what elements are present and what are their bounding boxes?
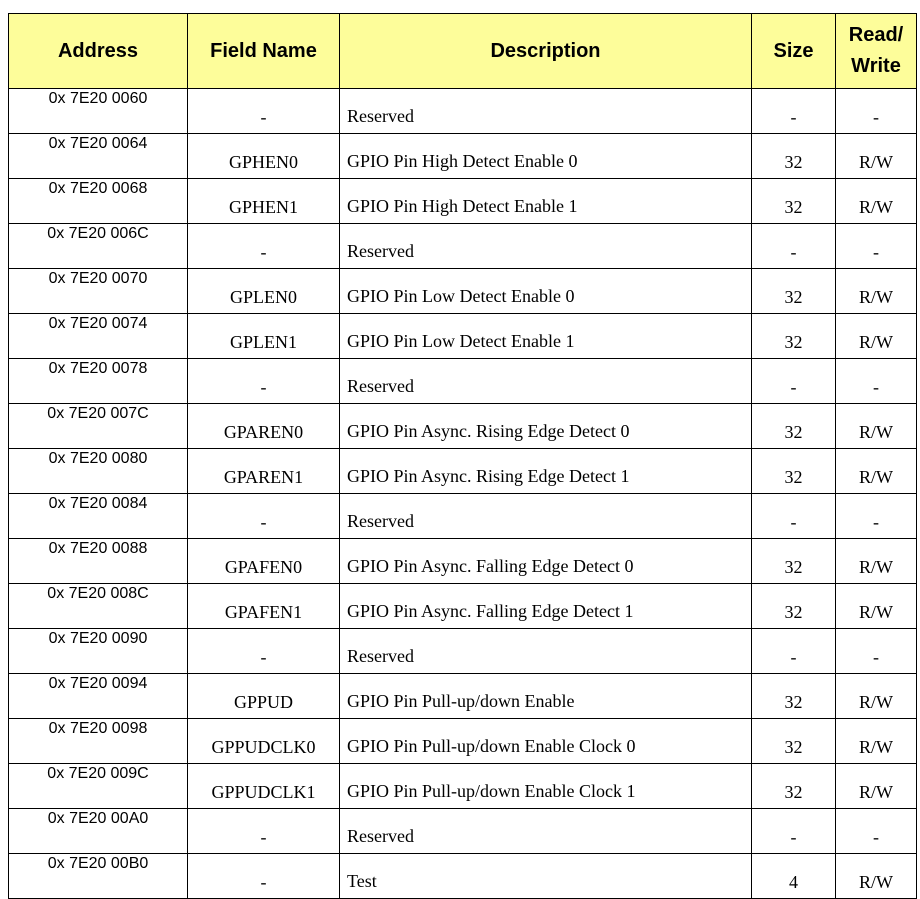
header-address: Address [9,14,188,89]
field-name-cell: - [188,359,340,404]
size-cell: 32 [752,674,836,719]
read-write-cell: R/W [836,134,917,179]
table-row [9,224,917,269]
field-name-cell: - [188,89,340,134]
read-write-cell: R/W [836,314,917,359]
read-write-cell: R/W [836,179,917,224]
table-row [9,269,917,314]
description-cell: Reserved [340,359,752,404]
table-row [9,674,917,719]
table-row [9,89,917,134]
address-cell: 0x 7E20 008C [9,584,188,629]
description-cell: Reserved [340,494,752,539]
size-cell: - [752,494,836,539]
address-cell: 0x 7E20 0068 [9,179,188,224]
table-row [9,494,917,539]
read-write-cell: R/W [836,674,917,719]
field-name-cell: - [188,629,340,674]
table-row [9,134,917,179]
size-cell: 32 [752,719,836,764]
field-name-cell: - [188,809,340,854]
read-write-cell: R/W [836,539,917,584]
page-top-margin [0,0,920,13]
size-cell: - [752,809,836,854]
read-write-cell: R/W [836,269,917,314]
table-row [9,314,917,359]
read-write-cell: R/W [836,584,917,629]
field-name-cell: GPPUD [188,674,340,719]
size-cell: 32 [752,134,836,179]
size-cell: 32 [752,404,836,449]
table-row [9,629,917,674]
read-write-cell: R/W [836,764,917,809]
address-cell: 0x 7E20 007C [9,404,188,449]
field-name-cell: GPPUDCLK1 [188,764,340,809]
size-cell: 32 [752,539,836,584]
table-row [9,539,917,584]
address-cell: 0x 7E20 0084 [9,494,188,539]
table-row [9,404,917,449]
size-cell: - [752,359,836,404]
header-field-name: Field Name [188,14,340,89]
read-write-cell: R/W [836,449,917,494]
address-cell: 0x 7E20 0078 [9,359,188,404]
description-cell: Test [340,854,752,899]
size-cell: 32 [752,584,836,629]
table-row [9,584,917,629]
field-name-cell: GPPUDCLK0 [188,719,340,764]
address-cell: 0x 7E20 006C [9,224,188,269]
read-write-cell: - [836,494,917,539]
address-cell: 0x 7E20 00B0 [9,854,188,899]
field-name-cell: - [188,854,340,899]
read-write-cell: - [836,89,917,134]
field-name-cell: GPAFEN0 [188,539,340,584]
description-cell: GPIO Pin Low Detect Enable 1 [340,314,752,359]
address-cell: 0x 7E20 0098 [9,719,188,764]
description-cell: GPIO Pin Async. Rising Edge Detect 0 [340,404,752,449]
field-name-cell: GPHEN1 [188,179,340,224]
field-name-cell: GPAFEN1 [188,584,340,629]
description-cell: GPIO Pin Pull-up/down Enable [340,674,752,719]
description-cell: Reserved [340,89,752,134]
address-cell: 0x 7E20 0090 [9,629,188,674]
description-cell: GPIO Pin High Detect Enable 1 [340,179,752,224]
read-write-cell: - [836,809,917,854]
header-read-write [836,14,917,89]
read-write-cell: - [836,359,917,404]
address-cell: 0x 7E20 0088 [9,539,188,584]
description-cell: Reserved [340,809,752,854]
read-write-cell: R/W [836,719,917,764]
header-row [9,14,917,89]
description-cell: GPIO Pin Async. Rising Edge Detect 1 [340,449,752,494]
address-cell: 0x 7E20 00A0 [9,809,188,854]
address-cell: 0x 7E20 0064 [9,134,188,179]
size-cell: 32 [752,314,836,359]
description-cell: GPIO Pin High Detect Enable 0 [340,134,752,179]
description-cell: GPIO Pin Async. Falling Edge Detect 1 [340,584,752,629]
field-name-cell: GPLEN0 [188,269,340,314]
field-name-cell: GPLEN1 [188,314,340,359]
table-row [9,179,917,224]
description-cell: Reserved [340,224,752,269]
field-name-cell: - [188,494,340,539]
table-body [9,89,917,899]
address-cell: 0x 7E20 009C [9,764,188,809]
table-row [9,809,917,854]
size-cell: 32 [752,449,836,494]
field-name-cell: GPAREN0 [188,404,340,449]
description-cell: Reserved [340,629,752,674]
size-cell: 32 [752,179,836,224]
address-cell: 0x 7E20 0080 [9,449,188,494]
size-cell: 4 [752,854,836,899]
field-name-cell: GPAREN1 [188,449,340,494]
description-cell: GPIO Pin Low Detect Enable 0 [340,269,752,314]
header-size: Size [752,14,836,89]
table-row [9,719,917,764]
table-row [9,764,917,809]
field-name-cell: GPHEN0 [188,134,340,179]
description-cell: GPIO Pin Pull-up/down Enable Clock 0 [340,719,752,764]
header-description: Description [340,14,752,89]
read-write-cell: - [836,629,917,674]
table-row [9,359,917,404]
table-row [9,854,917,899]
size-cell: - [752,629,836,674]
size-cell: - [752,224,836,269]
header-read-write-line1: Read/ [848,24,904,46]
description-cell: GPIO Pin Async. Falling Edge Detect 0 [340,539,752,584]
table-header [9,14,917,89]
read-write-cell: R/W [836,404,917,449]
read-write-cell: R/W [836,854,917,899]
read-write-cell: - [836,224,917,269]
address-cell: 0x 7E20 0074 [9,314,188,359]
gpio-register-table [8,13,917,899]
address-cell: 0x 7E20 0060 [9,89,188,134]
size-cell: 32 [752,269,836,314]
header-read-write-line2: Write [851,55,901,77]
description-cell: GPIO Pin Pull-up/down Enable Clock 1 [340,764,752,809]
field-name-cell: - [188,224,340,269]
size-cell: - [752,89,836,134]
address-cell: 0x 7E20 0070 [9,269,188,314]
table-row [9,449,917,494]
size-cell: 32 [752,764,836,809]
address-cell: 0x 7E20 0094 [9,674,188,719]
